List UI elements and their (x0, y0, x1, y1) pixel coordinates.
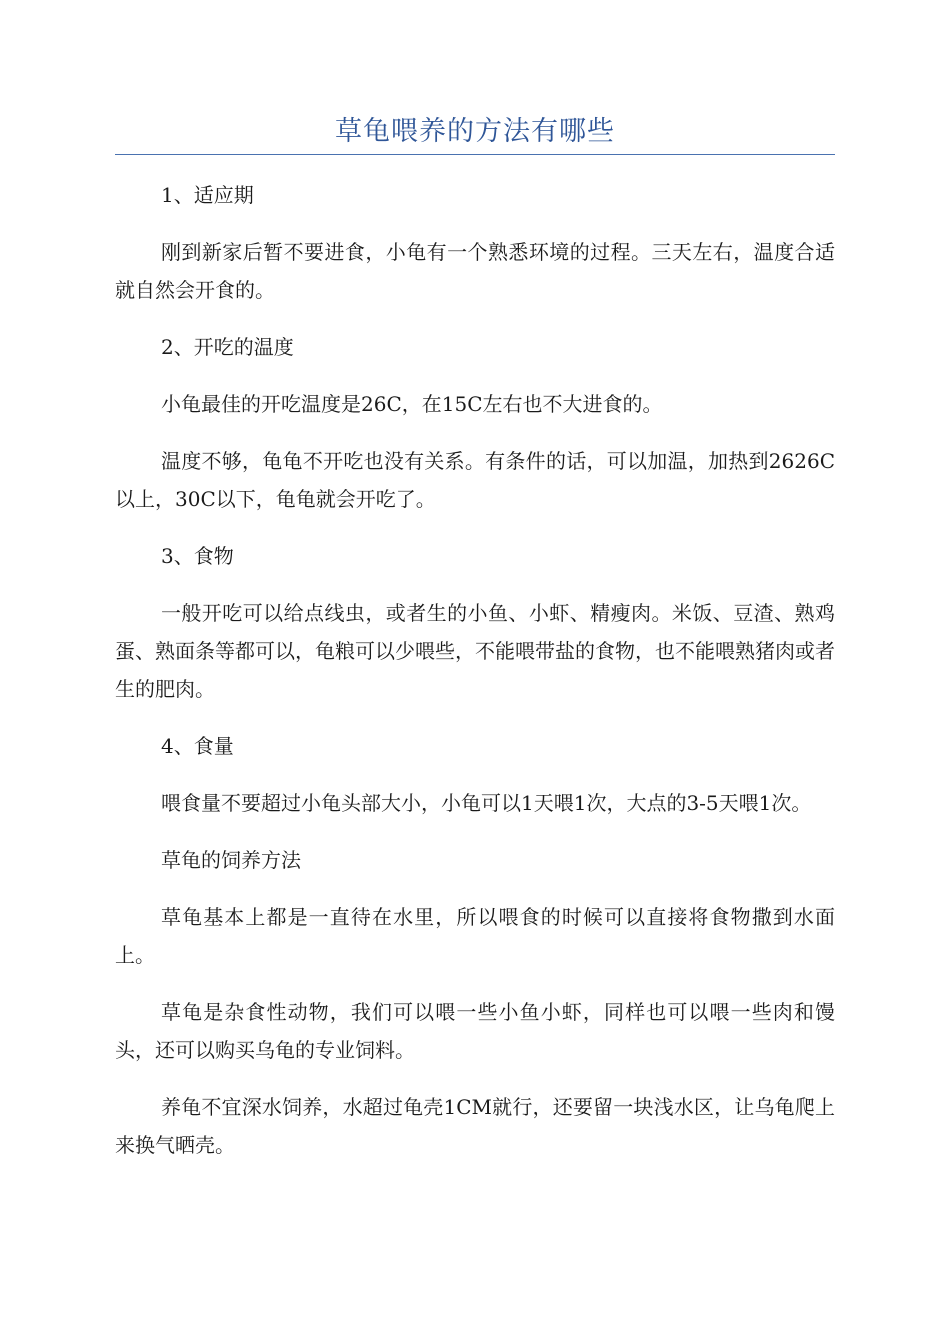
paragraph: 喂食量不要超过小龟头部大小，小龟可以1天喂1次，大点的3-5天喂1次。 (161, 791, 812, 815)
paragraph: 草龟是杂食性动物，我们可以喂一些小鱼小虾，同样也可以喂一些肉和馒头，还可以购买乌龟的专业饲料。 (115, 1000, 835, 1062)
paragraph: 刚到新家后暂不要进食，小龟有一个熟悉环境的过程。三天左右，温度合适就自然会开食的。 (115, 240, 835, 302)
document-title: 草龟喂养的方法有哪些 (335, 116, 615, 147)
paragraph: 温度不够，龟龟不开吃也没有关系。有条件的话，可以加温，加热到2626C以上，30C以下，龟龟就会开吃了。 (115, 449, 835, 511)
section-heading-methods: 草龟的饲养方法 (161, 848, 301, 872)
paragraph: 一般开吃可以给点线虫，或者生的小鱼、小虾、精瘦肉。米饭、豆渣、熟鸡蛋、熟面条等都可以，龟粮可以少喂些，不能喂带盐的食物，也不能喂熟猪肉或者生的肥肉。 (115, 601, 835, 701)
section-heading-amount: 4、食量 (161, 734, 234, 758)
paragraph: 草龟基本上都是一直待在水里，所以喂食的时候可以直接将食物撒到水面上。 (115, 905, 835, 967)
section-heading-food: 3、食物 (161, 544, 234, 568)
section-heading-temperature: 2、开吃的温度 (161, 335, 294, 359)
title-underline (115, 154, 835, 155)
paragraph: 养龟不宜深水饲养，水超过龟壳1CM就行，还要留一块浅水区，让乌龟爬上来换气晒壳。 (115, 1095, 835, 1157)
paragraph: 小龟最佳的开吃温度是26C，在15C左右也不大进食的。 (161, 392, 663, 416)
section-heading-adaptation: 1、适应期 (161, 183, 254, 207)
document-body (115, 176, 835, 1183)
